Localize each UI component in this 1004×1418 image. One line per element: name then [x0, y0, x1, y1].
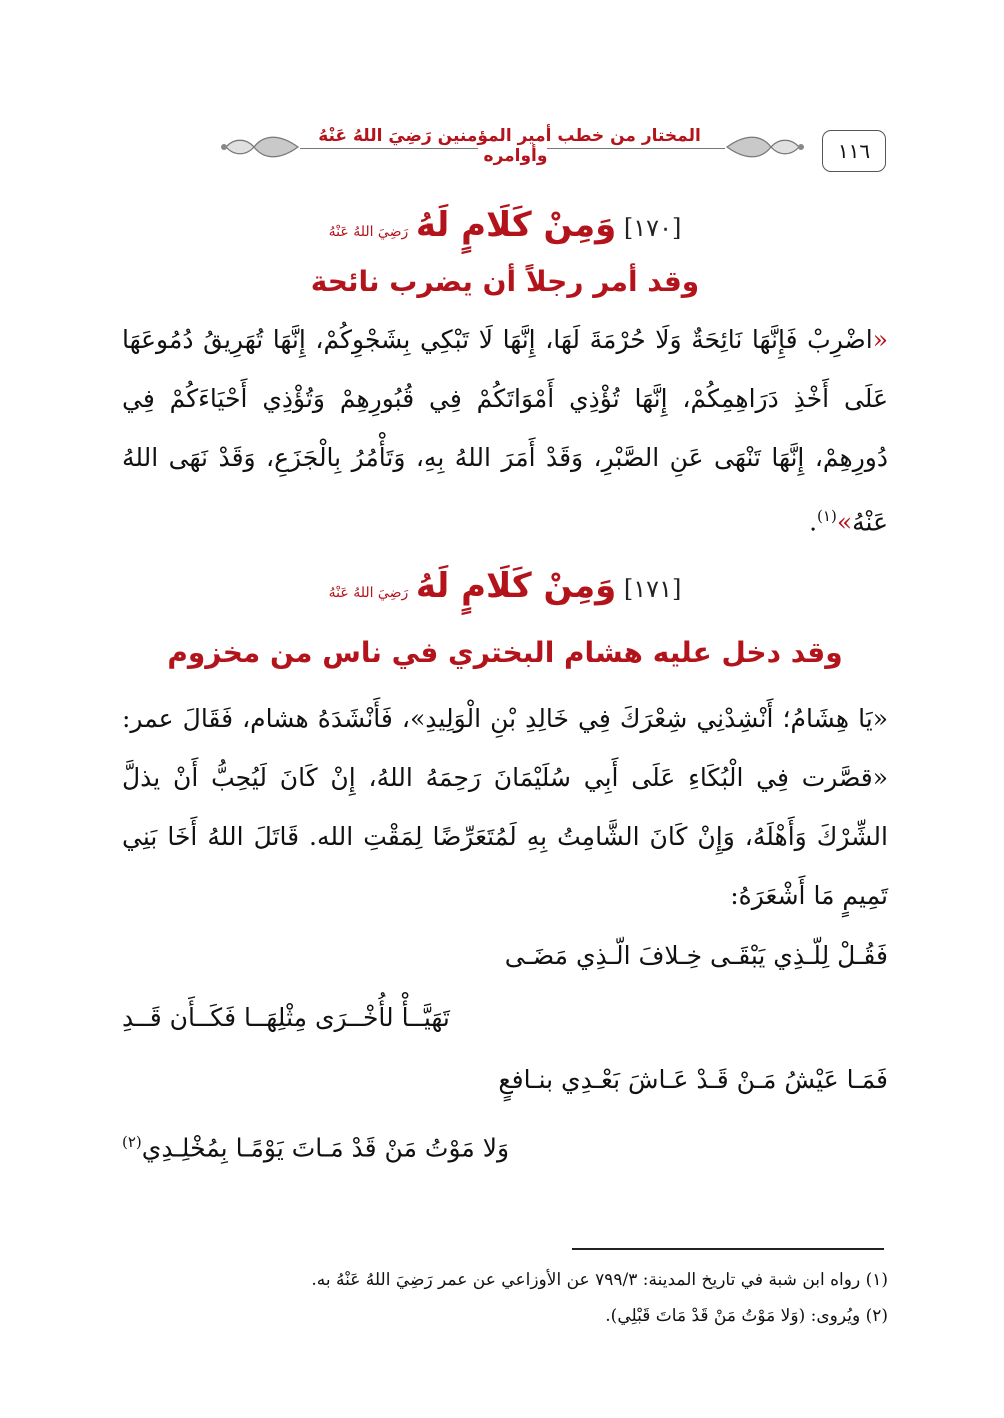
section-title: وَمِنْ كَلَامٍ لَهُ: [415, 205, 617, 245]
body-quote-1: «يَا هِشَامُ؛ أَنْشِدْنِي شِعْرَكَ فِي خَالِدِ بْنِ الْوَلِيدِ»: [409, 704, 888, 734]
section-subtitle: وقد دخل عليه هشام البختري في ناس من مخزوم: [167, 636, 843, 670]
body-quote-2: «قصَّرت فِي الْبُكَاءِ عَلَى أَبِي سُلَيْمَانَ رَحِمَهُ اللهُ، إِنْ كَانَ لَيُحِبُّ أَنْ يذلَّ الشِّرْكَ وَأَهْلَهُ، وَإِنْ كَانَ الشَّامِتُ بِهِ لَمُتَعَرِّضًا لِمَقْتِ الله. قَاتَلَ اللهُ أَخَا بَنِي تَمِيمٍ مَا أَشْعَرَهُ:: [122, 763, 888, 911]
honorific: رَضِيَ اللهُ عَنْهُ: [328, 224, 409, 240]
section-number: [١٧٠]: [623, 214, 682, 242]
section-heading: [122, 196, 888, 254]
quote-close: »: [836, 507, 853, 537]
page-header: [150, 112, 871, 182]
verse-line: [122, 1111, 888, 1173]
running-header: المختار من خطب أمير المؤمنين رَضِيَ اللهُ عَنْهُ وأوامره: [300, 126, 725, 166]
left-ornament-icon: [220, 130, 300, 164]
right-ornament-icon: [725, 130, 805, 164]
footnote-ref: (٢): [122, 1133, 142, 1152]
verse-line: فَقُـلْ لِلّـذِي يَبْقَـى خِـلافَ الّـذِي مَضَـى: [504, 941, 888, 971]
verse-text: وَلا مَوْتُ مَنْ قَدْ مَـاتَ يَوْمًـا بِمُخْلِـدِي: [141, 1133, 510, 1163]
section-number: [١٧١]: [623, 575, 682, 604]
section-heading: [122, 557, 888, 615]
quote-open: «: [872, 325, 888, 354]
section-body: [122, 310, 888, 551]
body-text: اضْرِبْ فَإِنَّهَا نَائِحَةٌ وَلَا حُرْمَةَ لَهَا، إِنَّهَا لَا تَبْكِي بِشَجْوِكُمْ، إِنَّهَا تُهَرِيقُ دُمُوعَهَا عَلَى أَخْذِ دَرَاهِمِكُمْ، إِنَّهَا تُؤْذِي أَمْوَاتَكُمْ فِي قُبُورِهِمْ وَتُؤْذِي أَحْيَاءَكُمْ فِي دُورِهِمْ، إِنَّهَا تَنْهَى عَنِ الصَّبْرِ، وَقَدْ أَمَرَ اللهُ بِهِ، وَتَأْمُرُ بِالْجَزَعِ، وَقَدْ نَهَى اللهُ عَنْهُ: [122, 325, 888, 537]
footnotes: [122, 1262, 888, 1334]
footnote: (٢) ويُروى: (وَلا مَوْتُ مَنْ قَدْ مَاتَ قَبْلِي).: [605, 1306, 888, 1326]
footnote: (١) رواه ابن شبة في تاريخ المدينة: ٧٩٩/٣ عن الأوزاعي عن عمر رَضِيَ اللهُ عَنْهُ به.: [311, 1270, 888, 1290]
footnote-separator: [572, 1248, 884, 1250]
section-body: [122, 689, 888, 925]
page-number: ١١٦: [822, 130, 886, 172]
verse-line: فَمَـا عَيْشُ مَـنْ قَـدْ عَـاشَ بَعْـدِي بنـافعٍ: [498, 1065, 888, 1095]
honorific: رَضِيَ اللهُ عَنْهُ: [328, 585, 409, 602]
body-end: .: [809, 507, 818, 537]
verse-line: تَهَيَّــأْ لأُخْــرَى مِثْلِهَــا فَكَــأَن قَــدِ: [122, 1003, 450, 1033]
section-title: وَمِنْ كَلَامٍ لَهُ: [415, 566, 617, 607]
section-subtitle: وقد أمر رجلاً أن يضرب نائحة: [310, 265, 700, 298]
main-content: [122, 196, 888, 1173]
body-text: ، فَأَنْشَدَهُ هشام، فَقَالَ عمر:: [122, 704, 410, 734]
footnote-ref: (١): [817, 507, 837, 525]
